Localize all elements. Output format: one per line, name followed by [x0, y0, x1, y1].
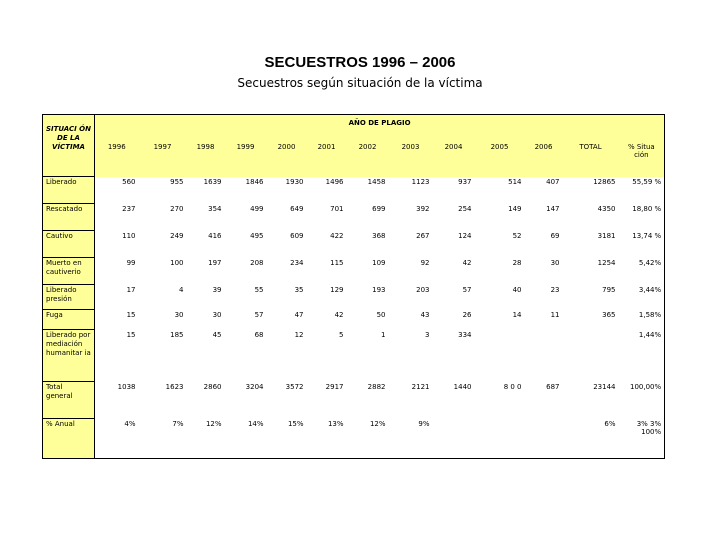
- row-label: Liberado por mediación humanitar ia: [43, 330, 95, 382]
- table-cell: 1440: [433, 382, 475, 419]
- kidnapping-table: [42, 114, 665, 459]
- table-cell: 109: [347, 258, 389, 285]
- table-cell: [475, 419, 525, 459]
- year-header: TOTAL: [563, 137, 619, 177]
- table-cell: 35: [267, 285, 307, 310]
- table-cell: 6%: [563, 419, 619, 459]
- table-cell: 12: [267, 330, 307, 382]
- row-label: % Anual: [43, 419, 95, 459]
- table-cell: 237: [95, 204, 139, 231]
- table-row: [43, 231, 665, 258]
- table-cell: 26: [433, 310, 475, 330]
- group-header: AÑO DE PLAGIO: [95, 115, 665, 137]
- table-cell: 45: [187, 330, 225, 382]
- table-cell: 354: [187, 204, 225, 231]
- table-row: [43, 258, 665, 285]
- year-header: 1999: [225, 137, 267, 177]
- table-cell: 30: [525, 258, 563, 285]
- table-cell: 55: [225, 285, 267, 310]
- table-cell: 267: [389, 231, 433, 258]
- table-cell: 649: [267, 204, 307, 231]
- table-row: [43, 419, 665, 459]
- table-cell: 4%: [95, 419, 139, 459]
- table-cell: 15: [95, 330, 139, 382]
- year-header: 2006: [525, 137, 563, 177]
- table-cell: 43: [389, 310, 433, 330]
- table-cell: 99: [95, 258, 139, 285]
- table-cell: 68: [225, 330, 267, 382]
- table-cell: 69: [525, 231, 563, 258]
- table-cell: 12%: [347, 419, 389, 459]
- table-cell: 1,44%: [619, 330, 665, 382]
- table-cell: 270: [139, 204, 187, 231]
- table-cell: 1: [347, 330, 389, 382]
- table-cell: 4: [139, 285, 187, 310]
- table-cell: 407: [525, 177, 563, 204]
- table-cell: 3572: [267, 382, 307, 419]
- table-cell: 254: [433, 204, 475, 231]
- table-cell: 17: [95, 285, 139, 310]
- table-cell: 7%: [139, 419, 187, 459]
- table-cell: 39: [187, 285, 225, 310]
- table-cell: 129: [307, 285, 347, 310]
- table-cell: 18,80 %: [619, 204, 665, 231]
- table-row: [43, 310, 665, 330]
- table-row: [43, 382, 665, 419]
- table-cell: 3181: [563, 231, 619, 258]
- table-cell: [433, 419, 475, 459]
- table-cell: [525, 419, 563, 459]
- table-cell: 560: [95, 177, 139, 204]
- table-cell: 13,74 %: [619, 231, 665, 258]
- table-cell: 147: [525, 204, 563, 231]
- year-header-row: [43, 137, 665, 177]
- table-cell: 92: [389, 258, 433, 285]
- table-cell: 699: [347, 204, 389, 231]
- table-cell: 208: [225, 258, 267, 285]
- table-cell: 42: [433, 258, 475, 285]
- year-header: 2001: [307, 137, 347, 177]
- table-cell: 28: [475, 258, 525, 285]
- year-header: 2003: [389, 137, 433, 177]
- row-label: Total general: [43, 382, 95, 419]
- page-subtitle: Secuestros según situación de la víctima: [237, 76, 483, 90]
- table-cell: 365: [563, 310, 619, 330]
- table-cell: 124: [433, 231, 475, 258]
- table-cell: 57: [433, 285, 475, 310]
- table-cell: 47: [267, 310, 307, 330]
- table-cell: 368: [347, 231, 389, 258]
- table-cell: 5,42%: [619, 258, 665, 285]
- year-header: 2002: [347, 137, 389, 177]
- table-cell: [525, 330, 563, 382]
- corner-header: SITUACI ÓN DE LA VÍCTIMA: [43, 115, 95, 177]
- table-cell: 197: [187, 258, 225, 285]
- table-cell: 249: [139, 231, 187, 258]
- table-cell: 3,44%: [619, 285, 665, 310]
- table-cell: 23144: [563, 382, 619, 419]
- table-cell: 149: [475, 204, 525, 231]
- year-header: % Situa ción: [619, 137, 665, 177]
- table-cell: 55,59 %: [619, 177, 665, 204]
- table-cell: 1496: [307, 177, 347, 204]
- table-row: [43, 177, 665, 204]
- table-cell: 234: [267, 258, 307, 285]
- table-cell: 13%: [307, 419, 347, 459]
- table-cell: 1639: [187, 177, 225, 204]
- table-cell: 15: [95, 310, 139, 330]
- table-cell: 14: [475, 310, 525, 330]
- table-cell: 12%: [187, 419, 225, 459]
- table-cell: 203: [389, 285, 433, 310]
- table-cell: 2882: [347, 382, 389, 419]
- table-cell: 2860: [187, 382, 225, 419]
- table-cell: 9%: [389, 419, 433, 459]
- table-cell: 2121: [389, 382, 433, 419]
- table-cell: 416: [187, 231, 225, 258]
- table-cell: 514: [475, 177, 525, 204]
- table-cell: 42: [307, 310, 347, 330]
- table-row: [43, 285, 665, 310]
- table-cell: 1458: [347, 177, 389, 204]
- table-row: [43, 330, 665, 382]
- table-cell: 795: [563, 285, 619, 310]
- table-cell: [563, 330, 619, 382]
- table-cell: 193: [347, 285, 389, 310]
- table-cell: 4350: [563, 204, 619, 231]
- table-cell: 40: [475, 285, 525, 310]
- table-cell: 100: [139, 258, 187, 285]
- row-label: Liberado: [43, 177, 95, 204]
- row-label: Fuga: [43, 310, 95, 330]
- table-cell: 3% 3% 100%: [619, 419, 665, 459]
- year-header: 1998: [187, 137, 225, 177]
- table-cell: 57: [225, 310, 267, 330]
- table-cell: 1254: [563, 258, 619, 285]
- table-cell: 100,00%: [619, 382, 665, 419]
- table-body: [43, 177, 665, 459]
- row-label: Rescatado: [43, 204, 95, 231]
- table-cell: 5: [307, 330, 347, 382]
- table-cell: 1123: [389, 177, 433, 204]
- table-cell: 687: [525, 382, 563, 419]
- row-label: Liberado presión: [43, 285, 95, 310]
- table-cell: 8 0 0: [475, 382, 525, 419]
- table-row: [43, 204, 665, 231]
- table-cell: 422: [307, 231, 347, 258]
- table-cell: 115: [307, 258, 347, 285]
- table-cell: 937: [433, 177, 475, 204]
- table-cell: 499: [225, 204, 267, 231]
- table-cell: 12865: [563, 177, 619, 204]
- table-cell: 609: [267, 231, 307, 258]
- table-cell: 3204: [225, 382, 267, 419]
- table-cell: 110: [95, 231, 139, 258]
- table-cell: [475, 330, 525, 382]
- table-cell: 1930: [267, 177, 307, 204]
- table-cell: 701: [307, 204, 347, 231]
- table-cell: 1623: [139, 382, 187, 419]
- year-header: 2005: [475, 137, 525, 177]
- year-header: 2000: [267, 137, 307, 177]
- table-cell: 1846: [225, 177, 267, 204]
- table-cell: 495: [225, 231, 267, 258]
- table-cell: 11: [525, 310, 563, 330]
- table-cell: 2917: [307, 382, 347, 419]
- table-cell: 1038: [95, 382, 139, 419]
- table-cell: 30: [187, 310, 225, 330]
- row-label: Muerto en cautiverio: [43, 258, 95, 285]
- year-header: 1997: [139, 137, 187, 177]
- table-cell: 3: [389, 330, 433, 382]
- table-cell: 955: [139, 177, 187, 204]
- table-cell: 1,58%: [619, 310, 665, 330]
- table-cell: 23: [525, 285, 563, 310]
- table-cell: 50: [347, 310, 389, 330]
- table-cell: 15%: [267, 419, 307, 459]
- page-title: SECUESTROS 1996 – 2006: [264, 54, 456, 71]
- table-cell: 52: [475, 231, 525, 258]
- table-cell: 185: [139, 330, 187, 382]
- row-label: Cautivo: [43, 231, 95, 258]
- table-cell: 392: [389, 204, 433, 231]
- table-cell: 30: [139, 310, 187, 330]
- year-header: 2004: [433, 137, 475, 177]
- year-header: 1996: [95, 137, 139, 177]
- table-cell: 14%: [225, 419, 267, 459]
- table-cell: 334: [433, 330, 475, 382]
